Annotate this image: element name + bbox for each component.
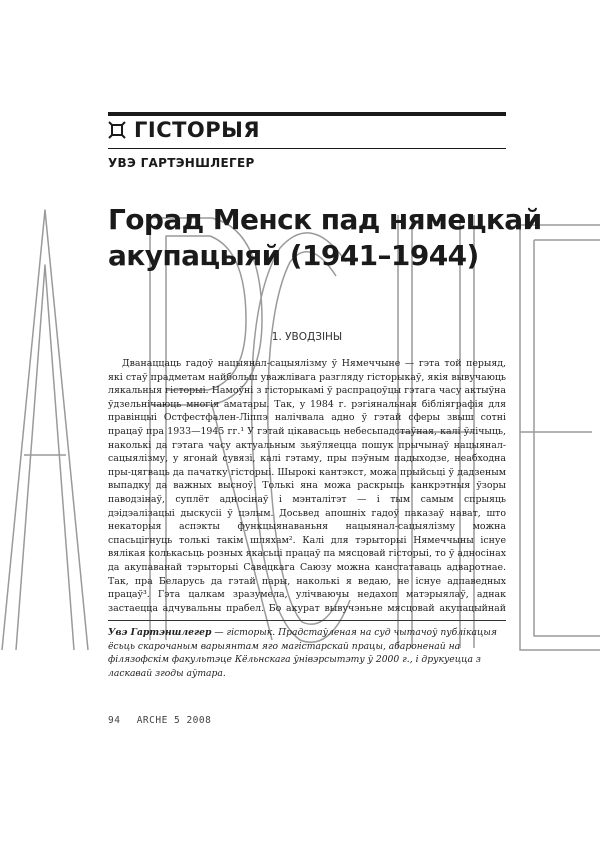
author-header: УВЭ ГАРТЭНШЛЕГЕР — [108, 156, 255, 170]
framed-square-icon — [108, 121, 126, 139]
chapter-heading: 1. УВОДЗІНЫ — [271, 331, 343, 343]
footnote-rule — [108, 620, 506, 621]
body-paragraph: Дванаццаць гадоў нацыянал-сацыялізму ў Нямеччыне — гэта той перыяд, які стаў прадметам найбольш уважлівага разгляду гісторыкаў, якія вывучаюць лякальныя гісторыі. Намоўні з гісторыкамі ў распрацоўцы гэтага часу актыўна ўдзельнічаюць многія аматары. Так, у 1984 г. рэгіянальная бібліяграфія для правінцыі Остфестфален-Ліппэ налічвала адно ў гэтай сферы звыш сотні працаў пра 1933—1945 гг.¹ У гэтай цікавасьць небесьпадстаўная, калі ўлічыць, наколькі да гэтага часу актуальным зьяўляецца пошук прычынаў нацыянал-сацыялізму, у ягонай сувязі, калі гэтаму, пры пэўным падыходзе, неабходна пры-цягваць да пачатку гісторыі. Шырокі кантэкст, можа прыйсьці ў дадзеным выпадку да важных высноў. Толькі яна можа раскрыць канкрэтныя ўзоры паводзінаў, суплёт адносінаў і мэнталітэт — і тым самым спрыяць дэідэалізацыі дыскусіі ў цэлым. Досьвед апошніх гадоў паказаў нават, што некаторыя аспэкты функцыянаваньня нацыянал-сацыялізму можна спасьцігнуць толькі такім шляхам². Калі для тэрыторыі Нямеччыны існуе вялікая колькасьць розных якасьці працаў па мясцовай гісторыі, то ў адносінах да акупаванай тэрыторыі Савецкага Саюзу можна канстатаваць адваротнае. Так, пра Беларусь да гэтай пары, наколькі я ведаю, не існуе адпаведных працаў³. Гэта цалкам зразумела, улічваючы недахоп матэрыялаў, аднак застаецца адчувальны прабел. Бо акурат вывучэньне мясцовай акупацыйнай — [108, 358, 506, 614]
footnote-text: — гісторык. Прадстаўленая на суд чытачоў публікацыя ёсьць скарочаным варыянтам яго магістарскай працы, абароненай на філязофскім факультэце Кёльнскага ўнівэрсытэту ў 2000 г., і друкуецца з ласкавай згоды аўтара. — [108, 627, 497, 679]
section-header — [108, 118, 506, 142]
author-footnote — [108, 626, 506, 680]
article-title — [108, 202, 542, 274]
section-thin-rule — [108, 148, 506, 149]
page-number: 94 — [108, 715, 121, 726]
title-line-1: Горад Менск пад нямецкай — [108, 203, 542, 236]
page-folio — [108, 715, 211, 726]
footnote-author: Увэ Гартэншлегер — [108, 627, 212, 638]
title-line-2: акупацыяй (1941–1944) — [108, 239, 479, 272]
journal-issue: ARCHE 5 2008 — [136, 715, 212, 726]
top-thick-rule — [108, 112, 506, 116]
section-label: ГІСТОРЫЯ — [134, 118, 261, 142]
